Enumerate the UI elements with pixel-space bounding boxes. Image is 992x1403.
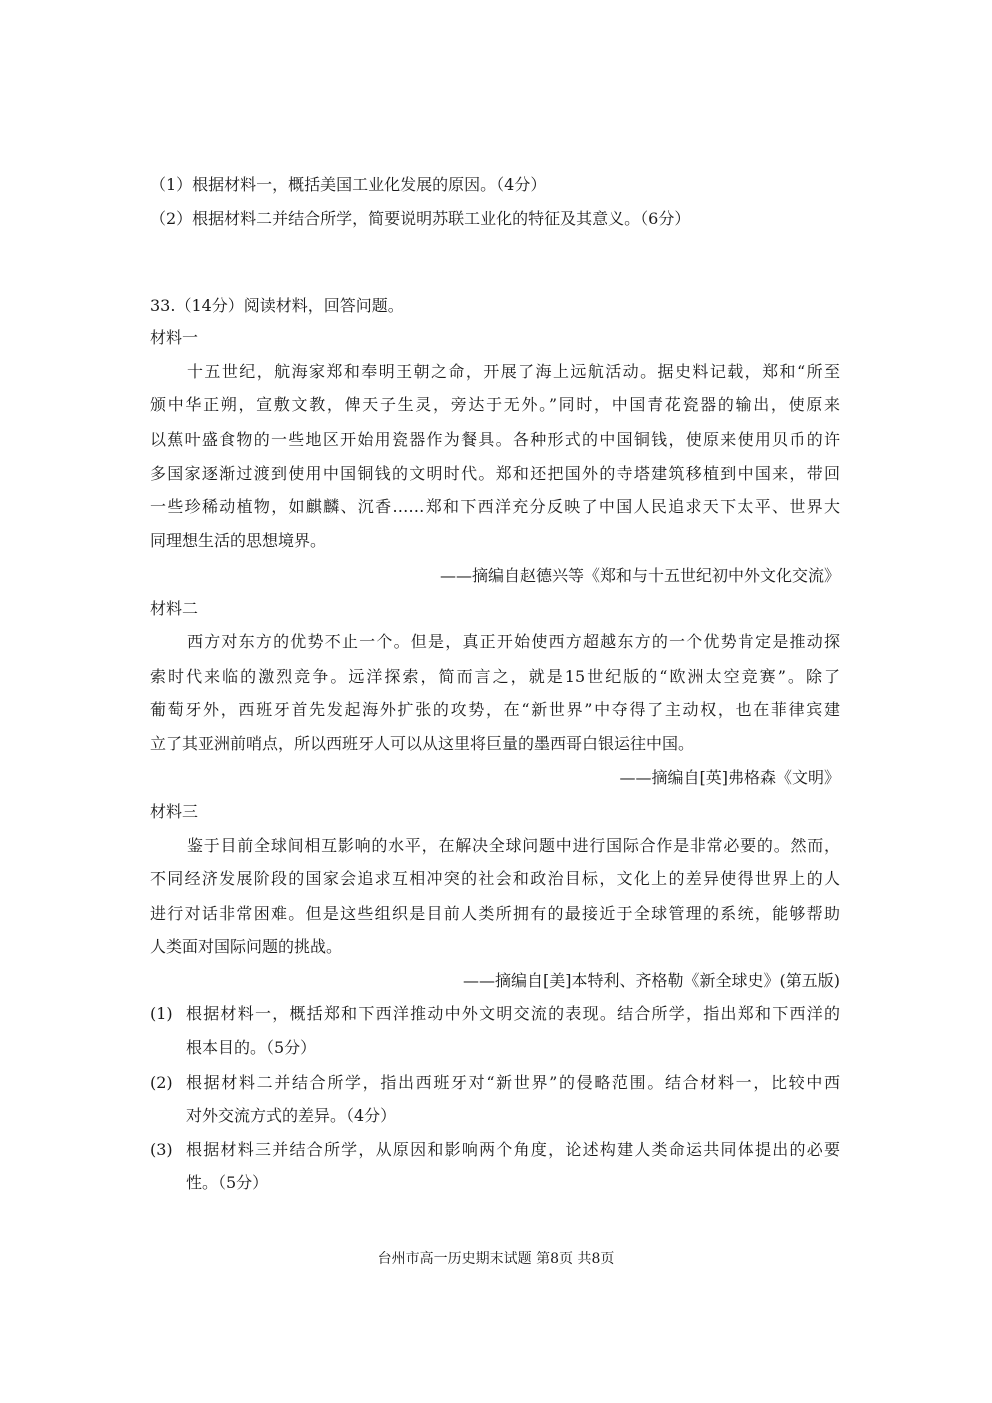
- material-3-line: 不同经济发展阶段的国家会追求互相冲突的社会和政治目标，文化上的差异使得世界上的人: [150, 869, 840, 888]
- material-2-line: 立了其亚洲前哨点，所以西班牙人可以从这里将巨量的墨西哥白银运往中国。: [150, 734, 695, 753]
- subquestion-2-line: 对外交流方式的差异。（4分）: [186, 1106, 397, 1125]
- subquestion-3-line: 性。（5分）: [186, 1173, 269, 1192]
- material-1-line: 一些珍稀动植物，如麒麟、沉香……郑和下西洋充分反映了中国人民追求天下太平、世界大: [150, 497, 840, 516]
- subquestion-1-line: 根本目的。（5分）: [186, 1038, 317, 1057]
- material-1-line: 颁中华正朔，宣敷文教，俾天子生灵，旁达于无外。”同时，中国青花瓷器的输出，使原来: [150, 395, 840, 414]
- material-2-line: 西方对东方的优势不止一个。但是，真正开始使西方超越东方的一个优势肯定是推动探: [187, 632, 840, 651]
- material-2-line: 索时代来临的激烈竞争。远洋探索，简而言之，就是15世纪版的“欧洲太空竞赛”。除了: [150, 667, 840, 686]
- material-3-line: 进行对话非常困难。但是这些组织是目前人类所拥有的最接近于全球管理的系统，能够帮助: [150, 904, 840, 923]
- material-1-source: ——摘编自赵德兴等《郑和与十五世纪初中外文化交流》: [439, 566, 840, 585]
- prev-question-1: （1）根据材料一，概括美国工业化发展的原因。（4分）: [150, 175, 547, 194]
- question-33-header: 33.（14分）阅读材料，回答问题。: [150, 296, 404, 315]
- subquestion-1-number: (1): [150, 1004, 173, 1023]
- page-footer: 台州市高一历史期末试题 第8页 共8页: [377, 1251, 615, 1267]
- material-1-line: 十五世纪，航海家郑和奉明王朝之命，开展了海上远航活动。据史料记载，郑和“所至: [187, 362, 840, 381]
- material-1-label: 材料一: [150, 328, 199, 347]
- material-1-line: 多国家逐渐过渡到使用中国铜钱的文明时代。郑和还把国外的寺塔建筑移植到中国来，带回: [150, 464, 840, 483]
- subquestion-2-number: (2): [150, 1073, 173, 1092]
- subquestion-2-line: 根据材料二并结合所学，指出西班牙对“新世界”的侵略范围。结合材料一，比较中西: [186, 1073, 840, 1092]
- material-2-label: 材料二: [150, 599, 199, 618]
- material-2-line: 葡萄牙外，西班牙首先发起海外扩张的攻势，在“新世界”中夺得了主动权，也在菲律宾建: [150, 700, 840, 719]
- material-3-line: 鉴于目前全球间相互影响的水平，在解决全球问题中进行国际合作是非常必要的。然而，: [187, 836, 840, 855]
- subquestion-1-line: 根据材料一，概括郑和下西洋推动中外文明交流的表现。结合所学，指出郑和下西洋的: [186, 1004, 840, 1023]
- subquestion-3-line: 根据材料三并结合所学，从原因和影响两个角度，论述构建人类命运共同体提出的必要: [186, 1140, 840, 1159]
- material-3-label: 材料三: [150, 802, 199, 821]
- material-1-line: 同理想生活的思想境界。: [150, 531, 327, 550]
- prev-question-2: （2）根据材料二并结合所学，简要说明苏联工业化的特征及其意义。（6分）: [150, 209, 691, 228]
- subquestion-3-number: (3): [150, 1140, 173, 1159]
- material-3-source: ——摘编自[美]本特利、齐格勒《新全球史》(第五版): [463, 971, 840, 990]
- material-1-line: 以蕉叶盛食物的一些地区开始用瓷器作为餐具。各种形式的中国铜钱，使原来使用贝币的许: [150, 430, 840, 449]
- material-2-source: ——摘编自[英]弗格森《文明》: [619, 768, 840, 787]
- material-3-line: 人类面对国际问题的挑战。: [150, 937, 343, 956]
